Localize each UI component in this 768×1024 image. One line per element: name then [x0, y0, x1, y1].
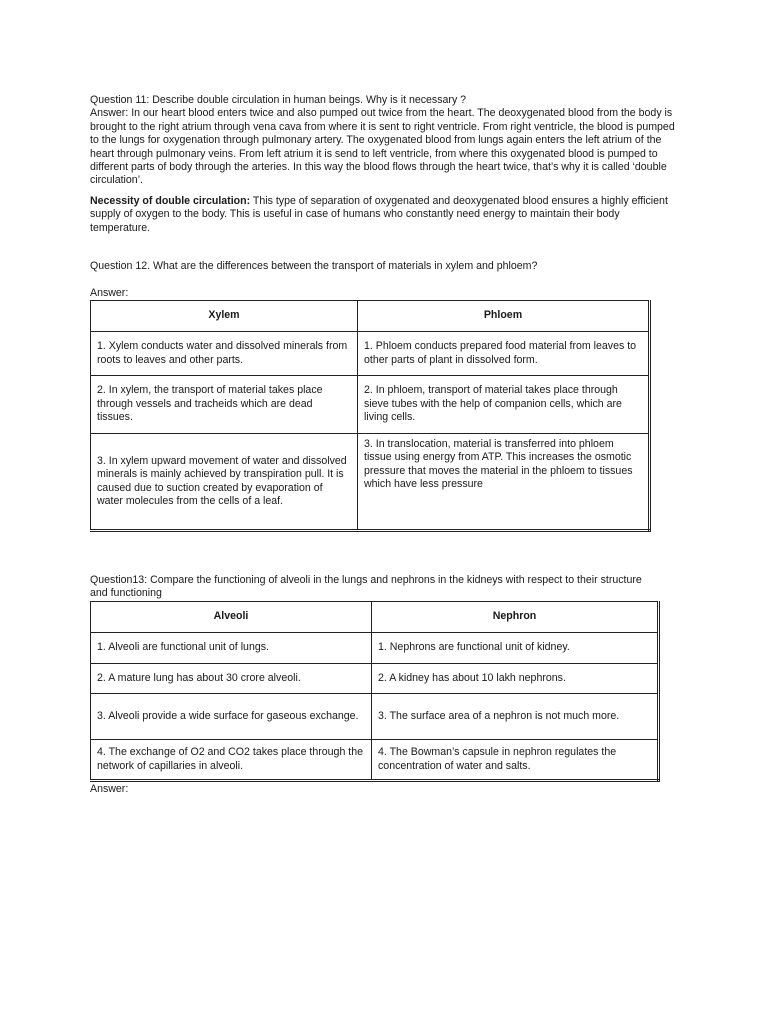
- table-cell: 1. Alveoli are functional unit of lungs.: [91, 633, 372, 664]
- table-row: [91, 664, 659, 694]
- header-xylem: Xylem: [91, 301, 358, 332]
- question-11-text: Question 11: Describe double circulation in human beings. Why is it necessary ?: [90, 94, 467, 106]
- question-11-answer: Answer: In our heart blood enters twice and also pumped out twice from the heart. The deoxygenated blood from the body is brought to the right atrium through vena cava from where it is sent to right ventricle. From right ventricle, the blood is pumped to the lungs for oxygenation through pulmonary artery. The oxygenated blood from lungs again enters the left atrium of the heart through pulmonary veins. From left atrium it is send to left ventricle, from where this oxygenated blood is pumped to different parts of body through the arteries. In this way the blood flows through the heart twice, that’s why it is called ‘double circulation’.: [90, 107, 675, 187]
- table-cell: 3. In xylem upward movement of water and dissolved minerals is mainly achieved by transpiration pull. It is caused due to suction created by evaporation of water molecules from the cells of a leaf.: [91, 434, 358, 531]
- table-cell: 2. A kidney has about 10 lakh nephrons.: [372, 664, 659, 694]
- xylem-phloem-table: [90, 300, 651, 532]
- table-row: [91, 740, 659, 781]
- table-cell: 4. The Bowman’s capsule in nephron regulates the concentration of water and salts.: [372, 740, 659, 781]
- table-header-row: [91, 301, 650, 332]
- necessity-label: Necessity of double circulation:: [90, 195, 251, 207]
- necessity-text: This type of separation of oxygenated and deoxygenated blood ensures a highly efficient supply of oxygen to the body. This is useful in case of humans who constantly need energy to maintain their body temperature.: [90, 195, 668, 234]
- table-cell: 1. Nephrons are functional unit of kidney.: [372, 633, 659, 664]
- table-row: [91, 376, 650, 434]
- table-cell: 3. The surface area of a nephron is not much more.: [372, 694, 659, 740]
- table-cell: 4. The exchange of O2 and CO2 takes place through the network of capillaries in alveoli.: [91, 740, 372, 781]
- table-cell: 2. In xylem, the transport of material takes place through vessels and tracheids which are dead tissues.: [91, 376, 358, 434]
- table-header-row: [91, 602, 659, 633]
- table-row: [91, 633, 659, 664]
- table-row: [91, 694, 659, 740]
- header-alveoli: Alveoli: [91, 602, 372, 633]
- question-12-text: Question 12. What are the differences between the transport of materials in xylem and phloem?: [90, 260, 538, 272]
- question-13-text: Question13: Compare the functioning of alveoli in the lungs and nephrons in the kidneys with respect to their structure and functioning: [90, 574, 642, 600]
- table-row: [91, 332, 650, 376]
- necessity-paragraph: [90, 195, 680, 235]
- table-cell: 3. Alveoli provide a wide surface for gaseous exchange.: [91, 694, 372, 740]
- table-cell: 3. In translocation, material is transferred into phloem tissue using energy from ATP. This increases the osmotic pressure that moves the material in the phloem to tissues which have less pressure: [358, 434, 650, 531]
- table-cell: 1. Xylem conducts water and dissolved minerals from roots to leaves and other parts.: [91, 332, 358, 376]
- table-row: [91, 434, 650, 531]
- table-cell: 2. In phloem, transport of material takes place through sieve tubes with the help of companion cells, which are living cells.: [358, 376, 650, 434]
- alveoli-nephron-table: [90, 601, 660, 782]
- question-11-section: [90, 94, 680, 188]
- table-cell: 1. Phloem conducts prepared food material from leaves to other parts of plant in dissolved form.: [358, 332, 650, 376]
- question-13-answer-label: Answer:: [90, 783, 129, 795]
- header-phloem: Phloem: [358, 301, 650, 332]
- table-cell: 2. A mature lung has about 30 crore alveoli.: [91, 664, 372, 694]
- question-12-answer-label: Answer:: [90, 287, 129, 299]
- header-nephron: Nephron: [372, 602, 659, 633]
